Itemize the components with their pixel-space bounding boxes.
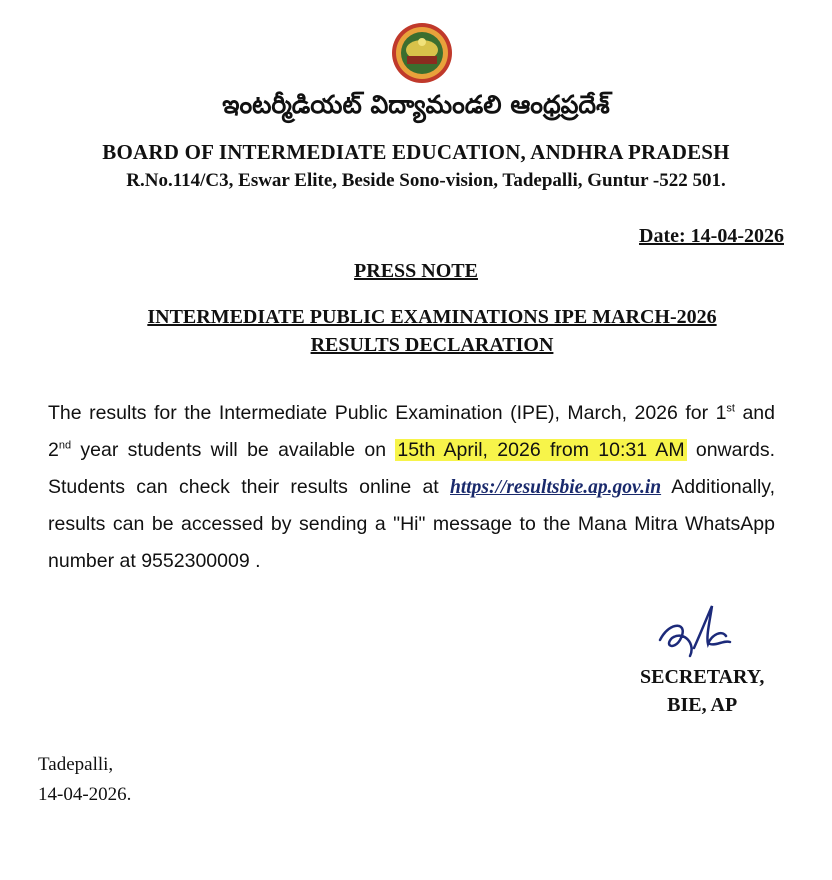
board-seal-icon [391,22,453,84]
place-date-block [38,750,131,810]
board-address: R.No.114/C3, Eswar Elite, Beside Sono-vision, Tadepalli, Guntur -522 501. [126,170,726,191]
telugu-title: ఇంటర్మీడియట్ విద్యామండలి ఆంధ్రప్రదేశ్ [222,90,610,119]
title-line-1: INTERMEDIATE PUBLIC EXAMINATIONS IPE MARCH-2026 [147,306,717,328]
signature-icon [650,600,750,670]
signatory-block [640,663,764,719]
note-date: Date: 14-04-2026 [639,225,784,247]
body-part-5: Additionally, results can be accessed by sending a "Hi" message to the Mana Mitra WhatsApp number at 9552300009 . [48,476,775,572]
results-datetime-highlight: 15th April, 2026 from 10:31 AM [397,439,685,461]
results-link[interactable]: https://resultsbie.ap.gov.in [450,477,662,498]
title-line-2: RESULTS DECLARATION [310,334,554,356]
body-part-2: and 2 [48,402,776,461]
body-part-1: The results for the Intermediate Public Examination (IPE), March, 2026 for 1 [48,402,727,424]
body-part-3: year students will be available on [71,439,396,461]
board-name: BOARD OF INTERMEDIATE EDUCATION, ANDHRA PRADESH [102,140,730,164]
body-sup-1: st [726,402,735,415]
announcement-title [0,303,832,359]
signatory-title: SECRETARY, [640,666,765,688]
body-part-4: onwards. Students can check their results online at [48,439,775,498]
place: Tadepalli, [38,754,114,775]
press-note-heading: PRESS NOTE [354,260,478,282]
footer-date: 14-04-2026. [38,784,132,805]
announcement-body [48,395,775,580]
body-sup-2: nd [58,439,72,452]
signatory-org: BIE, AP [667,694,738,716]
